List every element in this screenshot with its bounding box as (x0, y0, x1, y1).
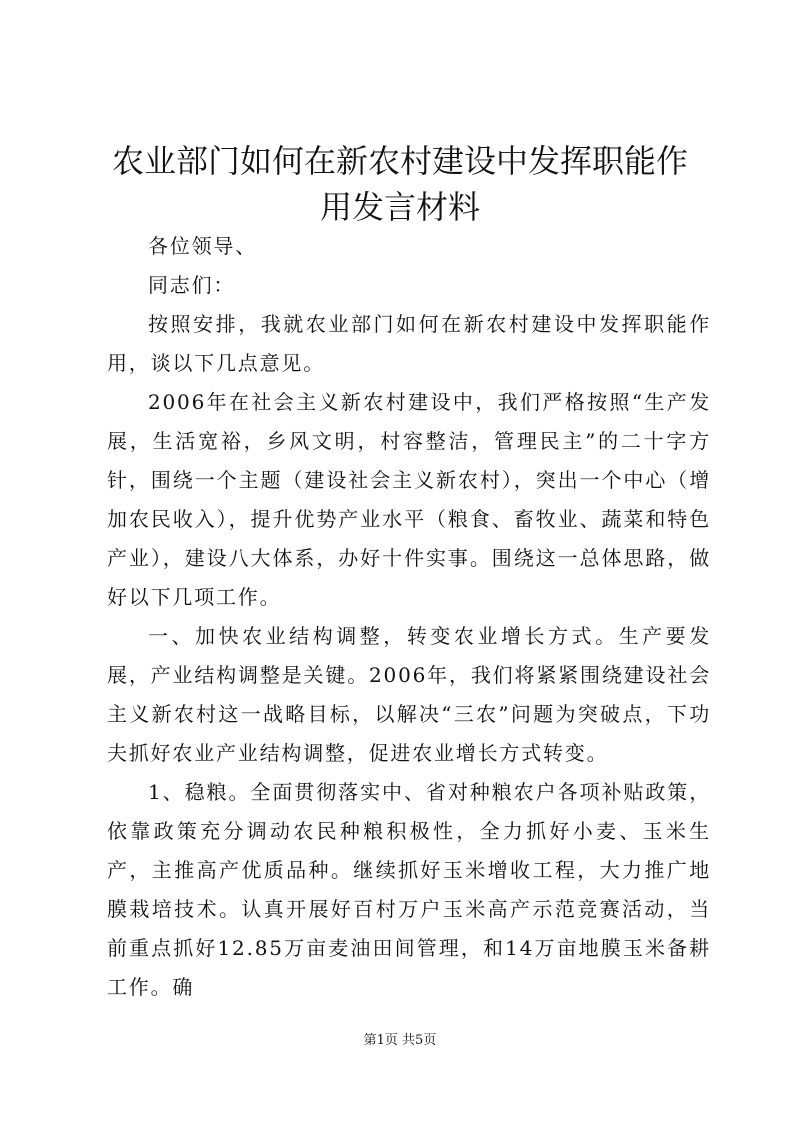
paragraph-stabilize-grain: 1、稳粮。全面贯彻落实中、省对种粮农户各项补贴政策，依靠政策充分调动农民种粮积极性，全力抓好小麦、玉米生产，主推高产优质品种。继续抓好玉米增收工程，大力推广地膜栽培技术。认真开展好百村万户玉米高产示范竞赛活动，当前重点抓好12.85万亩麦油田间管理，和14万亩地膜玉米备耕工作。确 (107, 780, 711, 999)
salutation-comrades: 同志们： (148, 273, 236, 297)
document-title: 农业部门如何在新农村建设中发挥职能作用发言材料 (111, 142, 688, 226)
paragraph-section-one: 一、加快农业结构调整，转变农业增长方式。生产要发展，产业结构调整是关键。2006年，我们将紧紧围绕建设社会主义新农村这一战略目标，以解决“三农”问题为突破点，下功夫抓好农业产业结构调整，促进农业增长方式转变。 (107, 624, 711, 765)
page-number: 第1页 共5页 (363, 1033, 437, 1048)
document-body (107, 227, 711, 1007)
paragraph-guideline: 2006年在社会主义新农村建设中，我们严格按照“生产发展，生活宽裕，乡风文明，村容整洁，管理民主”的二十字方针，围绕一个主题（建设社会主义新农村），突出一个中心（增加农民收入），提升优势产业水平（粮食、畜牧业、蔬菜和特色产业），建设八大体系，办好十件实事。围绕这一总体思路，做好以下几项工作。 (107, 390, 711, 609)
paragraph-intro: 按照安排，我就农业部门如何在新农村建设中发挥职能作用，谈以下几点意见。 (107, 312, 711, 375)
salutation-leaders: 各位领导、 (148, 234, 257, 258)
